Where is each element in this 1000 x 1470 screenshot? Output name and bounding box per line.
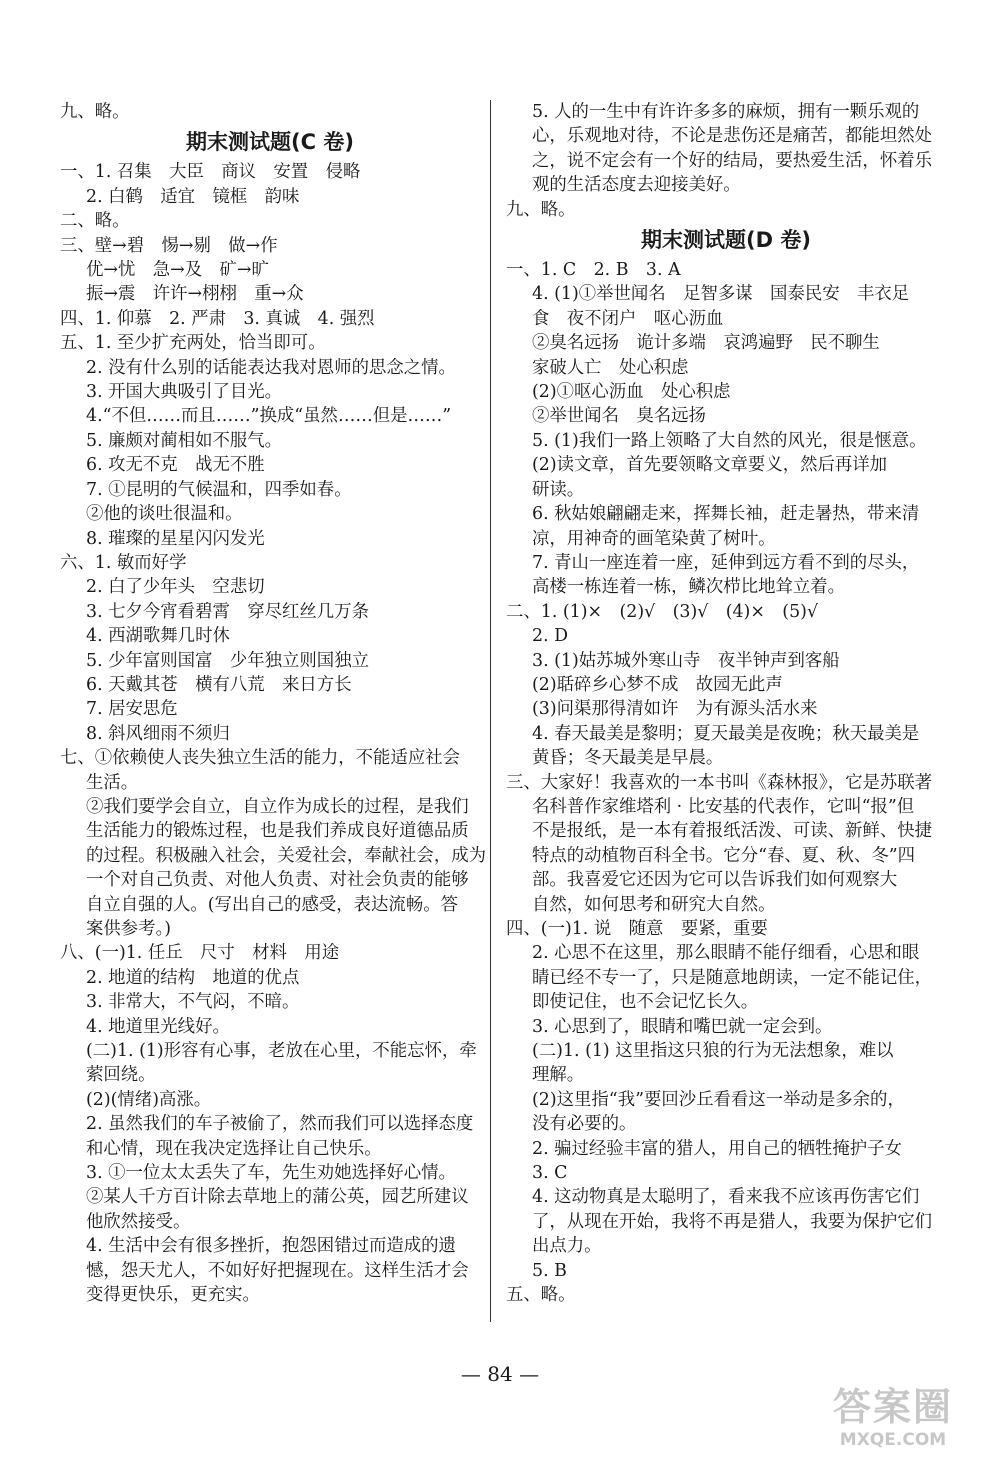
answer-line: 生活能力的锻炼过程，也是我们养成良好道德品质 xyxy=(86,821,469,842)
answer-line: 4.“不但……而且……”换成“虽然……但是……” xyxy=(86,406,452,427)
answer-line: 2. D xyxy=(532,626,569,647)
answer-line: 3. 七夕今宵看碧霄 穿尽红丝几万条 xyxy=(86,601,369,622)
section-heading: 期末测试题(D 卷) xyxy=(641,228,811,253)
answer-line: 5. 少年富则国富 少年独立则国独立 xyxy=(86,650,369,671)
answer-line: 二、略。 xyxy=(60,211,130,232)
answer-line: (二)1. (1)形容有心事，老放在心里，不能忘怀，牵 xyxy=(86,1041,477,1062)
answer-line: 2. 白了少年头 空悲切 xyxy=(86,577,265,598)
answer-line: (2)①呕心沥血 处心积虑 xyxy=(532,382,731,403)
answer-line: 名科普作家维塔利 · 比安基的代表作，它叫“报”但 xyxy=(532,796,915,817)
answer-line: (二)1. (1) 这里指这只狼的行为无法想象，难以 xyxy=(532,1041,894,1062)
answer-line: 自然，如何思考和研究大自然。 xyxy=(532,894,776,915)
answer-line: ②某人千方百计除去草地上的蒲公英，园艺所建议 xyxy=(86,1187,469,1208)
answer-line: 九、略。 xyxy=(60,102,130,122)
answer-line: 黄昏；冬天最美是早晨。 xyxy=(532,748,724,769)
answer-line: 观的生活态度去迎接美好。 xyxy=(532,175,741,196)
answer-line: 三、壁→碧 惕→剔 做→作 xyxy=(60,235,278,256)
answer-line: 了，从现在开始，我将不再是猎人，我要为保护它们 xyxy=(532,1211,932,1232)
answer-line: (2)这里指“我”要回沙丘看看这一举动是多余的， xyxy=(532,1089,905,1110)
answer-line: 特点的动植物百科全书。它分“春、夏、秋、冬”四 xyxy=(532,845,915,866)
answer-line: 一个对自己负责、对他人负责、对社会负责的能够 xyxy=(86,870,469,891)
answer-line: 一、1. C 2. B 3. A xyxy=(506,260,681,281)
answer-line: 高楼一栋连着一栋，鳞次栉比地耸立着。 xyxy=(532,577,846,598)
right-column xyxy=(506,100,946,1308)
answer-line: 5. (1)我们一路上领略了大自然的风光，很是惬意。 xyxy=(532,430,927,451)
answer-line: 7. ①昆明的气候温和，四季如春。 xyxy=(86,479,352,500)
answer-line: 憾，怨天尤人，不如好好把握现在。这样生活才会 xyxy=(86,1260,469,1281)
answer-line: 一、1. 召集 大臣 商议 安置 侵略 xyxy=(60,162,361,183)
answer-line: 3. ①一位太太丢失了车，先生劝她选择好心情。 xyxy=(86,1163,456,1184)
answer-line: 睛已经不专一了，只是随意地朗读，一定不能记住， xyxy=(532,967,932,988)
answer-line: 3. 心思到了，眼睛和嘴巴就一定会到。 xyxy=(532,1016,833,1037)
answer-line: ②他的谈吐很温和。 xyxy=(86,504,243,525)
answer-line: 3. 非常大，不气闷，不暗。 xyxy=(86,992,300,1013)
answer-line: 5. B xyxy=(532,1260,567,1281)
answer-line: 即使记住，也不会记忆长久。 xyxy=(532,992,759,1013)
answer-line: 理解。 xyxy=(532,1065,585,1086)
answer-line: (2)(情绪)高涨。 xyxy=(86,1089,212,1110)
answer-line: 3. 开国大典吸引了目光。 xyxy=(86,382,283,403)
answer-line: 3. (1)姑苏城外寒山寺 夜半钟声到客船 xyxy=(532,650,840,671)
answer-line: 2. 白鹤 适宜 镜框 韵味 xyxy=(86,186,300,207)
answer-line: 二、1. (1)× (2)√ (3)√ (4)× (5)√ xyxy=(506,601,819,622)
answer-line: 出点力。 xyxy=(532,1236,602,1257)
answer-line: 家破人亡 处心积虑 xyxy=(532,357,689,378)
answer-line: 3. C xyxy=(532,1163,568,1184)
answer-line: 九、略。 xyxy=(506,199,576,220)
answer-line: 研读。 xyxy=(532,479,585,500)
watermark-logo-text: 答案圈 xyxy=(832,1385,953,1429)
answer-line: 萦回绕。 xyxy=(86,1065,156,1086)
answer-line: 四、1. 仰慕 2. 严肃 3. 真诚 4. 强烈 xyxy=(60,308,375,329)
answer-line: 案供参考。) xyxy=(86,919,172,939)
answer-line: 变得更快乐，更充实。 xyxy=(86,1285,260,1306)
watermark-site: MXQE.COM xyxy=(839,1430,947,1450)
answer-line: 2. 没有什么别的话能表达我对恩师的思念之情。 xyxy=(86,357,456,378)
answer-line: 三、大家好！我喜欢的一本书叫《森林报》，它是苏联著 xyxy=(506,772,933,793)
answer-line: 7. 居安思危 xyxy=(86,699,178,720)
answer-line: 六、1. 敏而好学 xyxy=(60,552,187,573)
answer-line: 8. 璀璨的星星闪闪发光 xyxy=(86,528,265,549)
answer-line: 部。我喜爱它还因为它可以告诉我们如何观察大 xyxy=(532,870,898,891)
answer-line: 和心情，现在我决定选择让自己快乐。 xyxy=(86,1138,382,1159)
answer-line: 没有必要的。 xyxy=(532,1114,637,1135)
answer-line: (2)读文章，首先要领略文章要义，然后再详加 xyxy=(532,455,888,476)
answer-line: ②举世闻名 臭名远扬 xyxy=(532,406,706,427)
answer-line: 5. 廉颇对蔺相如不服气。 xyxy=(86,430,283,451)
answer-line: 6. 天戴其苍 横有八荒 来日方长 xyxy=(86,674,352,695)
answer-line: 4. 生活中会有很多挫折，抱怨困错过而造成的遗 xyxy=(86,1236,456,1257)
answer-line: 5. 人的一生中有许许多多的麻烦，拥有一颗乐观的 xyxy=(532,102,920,122)
section-heading: 期末测试题(C 卷) xyxy=(186,130,354,155)
answer-line: 2. 虽然我们的车子被偷了，然而我们可以选择态度 xyxy=(86,1114,474,1135)
answer-line: 七、①依赖使人丧失独立生活的能力，不能适应社会 xyxy=(60,748,460,769)
answer-line: 6. 攻无不克 战无不胜 xyxy=(86,455,265,476)
answer-line: 食 夜不闭户 呕心沥血 xyxy=(532,308,724,329)
answer-line: 凉，用神奇的画笔染黄了树叶。 xyxy=(532,528,776,549)
page-number: — 84 — xyxy=(460,1362,540,1386)
watermark-logo xyxy=(808,1384,978,1456)
answer-line: 心，乐观地对待，不论是悲伤还是痛苦，都能坦然处 xyxy=(532,126,932,147)
answer-line: 8. 斜风细雨不须归 xyxy=(86,723,230,744)
answer-line: ②我们要学会自立，自立作为成长的过程，是我们 xyxy=(86,796,469,817)
answer-line: 4. 西湖歌舞几时休 xyxy=(86,626,230,647)
answer-line: 的过程。积极融入社会，关爱社会，奉献社会，成为 xyxy=(86,845,486,866)
answer-line: 振→震 许许→栩栩 重→众 xyxy=(86,284,304,305)
answer-line: 6. 秋姑娘翩翩走来，挥舞长袖，赶走暑热，带来清 xyxy=(532,504,920,525)
answer-line: 2. 心思不在这里，那么眼睛不能仔细看，心思和眼 xyxy=(532,943,920,964)
answer-line: 他欣然接受。 xyxy=(86,1211,191,1232)
answer-line: 八、(一)1. 任丘 尺寸 材料 用途 xyxy=(60,943,340,964)
answer-line: (2)聒碎乡心梦不成 故园无此声 xyxy=(532,674,783,695)
column-divider xyxy=(490,100,491,1322)
answer-line: ②臭名远扬 诡计多端 哀鸿遍野 民不聊生 xyxy=(532,333,880,354)
answer-line: 4. 这动物真是太聪明了，看来我不应该再伤害它们 xyxy=(532,1187,920,1208)
answer-line: 四、(一)1. 说 随意 要紧，重要 xyxy=(506,919,768,939)
answer-line: 生活。 xyxy=(86,772,139,793)
answer-line: 4. (1)①举世闻名 足智多谋 国泰民安 丰衣足 xyxy=(532,284,910,305)
answer-line: 之，说不定会有一个好的结局，要热爱生活，怀着乐 xyxy=(532,150,932,171)
answer-line: 2. 骗过经验丰富的猎人，用自己的牺牲掩护子女 xyxy=(532,1138,902,1159)
answer-line: 不是报纸，是一本有着报纸活泼、可读、新鲜、快捷 xyxy=(532,821,932,842)
answer-line: 五、1. 至少扩充两处，恰当即可。 xyxy=(60,333,326,354)
answer-line: 4. 春天最美是黎明；夏天最美是夜晚；秋天最美是 xyxy=(532,723,920,744)
answer-line: 五、略。 xyxy=(506,1285,576,1306)
left-column xyxy=(60,100,486,1308)
answer-line: 4. 地道里光线好。 xyxy=(86,1016,230,1037)
answer-line: (3)问渠那得清如许 为有源头活水来 xyxy=(532,699,818,720)
answer-line: 2. 地道的结构 地道的优点 xyxy=(86,967,300,988)
answer-line: 7. 青山一座连着一座，延伸到远方看不到的尽头， xyxy=(532,552,920,573)
answer-line: 优→忧 急→及 矿→旷 xyxy=(86,260,269,281)
answer-line: 自立自强的人。(写出自己的感受，表达流畅。答 xyxy=(86,894,458,915)
